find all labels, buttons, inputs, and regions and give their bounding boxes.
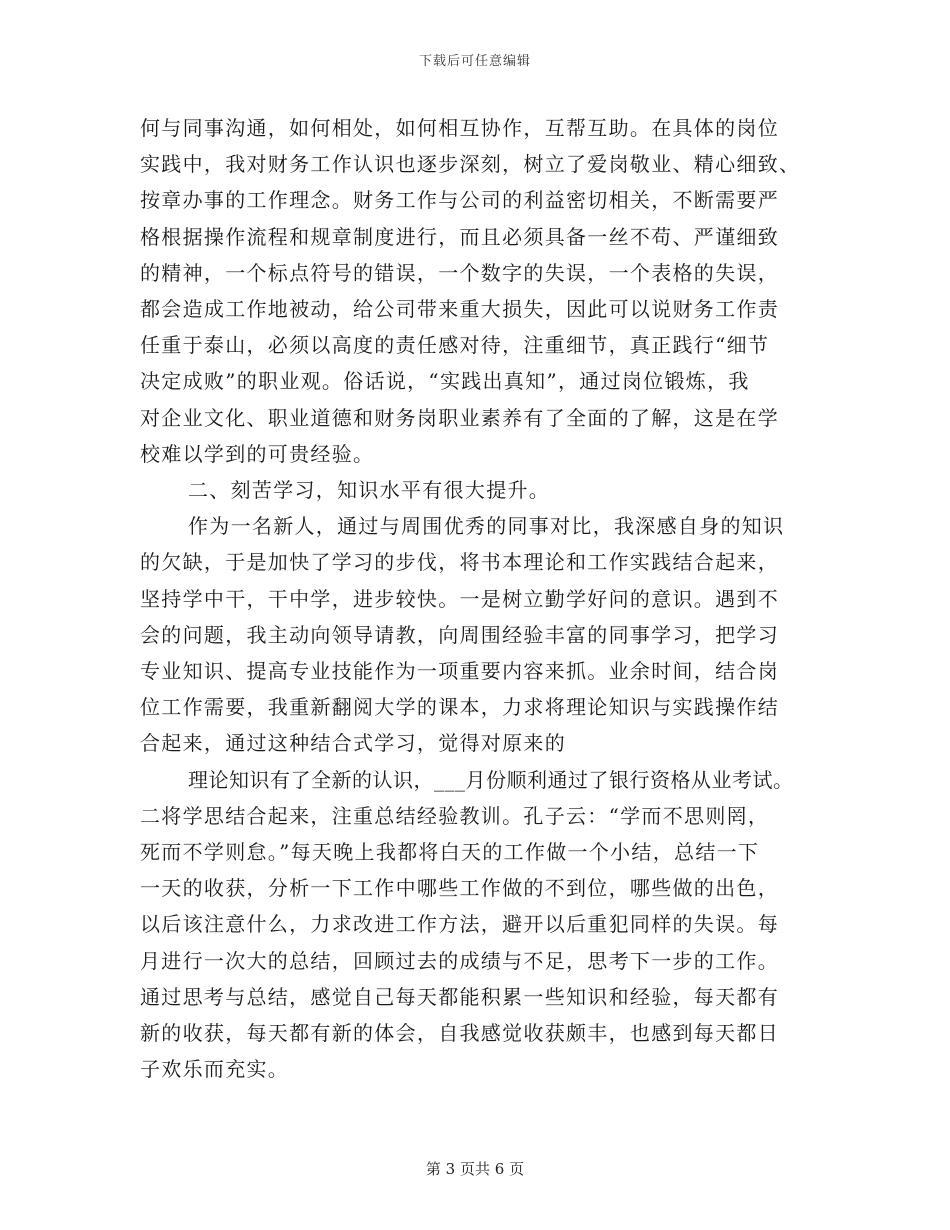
text-line: 都会造成工作地被动，给公司带来重大损失，因此可以说财务工作责 — [140, 297, 779, 322]
text-line: 的精神，一个标点符号的错误，一个数字的失误，一个表格的失误， — [140, 260, 779, 285]
text-line: 以后该注意什么，力求改进工作方法，避开以后重犯同样的失误。每 — [140, 912, 779, 937]
text-line: 死而不学则怠。”每天晚上我都将白天的工作做一个小结，总结一下 — [140, 840, 760, 865]
text-line: 校难以学到的可贵经验。 — [140, 441, 375, 466]
text-line: 通过思考与总结，感觉自己每天都能积累一些知识和经验，每天都有 — [140, 984, 779, 1009]
text-line: 会的问题，我主动向领导请教，向周围经验丰富的同事学习，把学习 — [140, 622, 779, 647]
text-line: 二将学思结合起来，注重总结经验教训。孔子云：“学而不思则罔， — [140, 803, 770, 828]
text-line: 任重于泰山，必须以高度的责任感对待，注重细节，真正践行“细节 — [140, 333, 770, 358]
text-line: 作为一名新人，通过与周围优秀的同事对比，我深感自身的知识 — [188, 514, 785, 539]
page-number: 第 3 页共 6 页 — [425, 1160, 525, 1178]
text-line: 新的收获，每天都有新的体会，自我感觉收获颇丰，也感到每天都日 — [140, 1021, 779, 1046]
page-header: 下载后可任意编辑 — [418, 54, 531, 69]
text-line: 坚持学中干，干中学，进步较快。一是树立勤学好问的意识。遇到不 — [140, 586, 779, 611]
section-heading: 二、刻苦学习，知识水平有很大提升。 — [188, 478, 551, 503]
text-line: 的欠缺，于是加快了学习的步伐，将书本理论和工作实践结合起来， — [140, 550, 779, 575]
text-line: 月进行一次大的总结，回顾过去的成绩与不足，思考下一步的工作。 — [140, 948, 779, 973]
text-line: 专业知识、提高专业技能作为一项重要内容来抓。业余时间，结合岗 — [140, 659, 779, 684]
text-line: 合起来，通过这种结合式学习，觉得对原来的 — [140, 731, 566, 756]
text-line: 一天的收获，分析一下工作中哪些工作做的不到位，哪些做的出色， — [140, 876, 779, 901]
text-line: 何与同事沟通，如何相处，如何相互协作，互帮互助。在具体的岗位 — [140, 116, 779, 140]
text-line: 对企业文化、职业道德和财务岗职业素养有了全面的了解，这是在学 — [140, 405, 779, 430]
text-line: 实践中，我对财务工作认识也逐步深刻，树立了爱岗敬业、精心细致、 — [140, 152, 801, 177]
text-line: 位工作需要，我重新翻阅大学的课本，力求将理论知识与实践操作结 — [140, 695, 779, 720]
text-line: 按章办事的工作理念。财务工作与公司的利益密切相关，不断需要严 — [140, 188, 779, 213]
document-body — [140, 110, 830, 1087]
text-line: 子欢乐而充实。 — [140, 1057, 290, 1082]
text-line: 决定成败”的职业观。俗话说，“实践出真知”，通过岗位锻炼，我 — [140, 369, 750, 394]
text-line: 格根据操作流程和规章制度进行，而且必须具备一丝不苟、严谨细致 — [140, 224, 779, 249]
text-line: 理论知识有了全新的认识，___月份顺利通过了银行资格从业考试。 — [188, 767, 794, 792]
